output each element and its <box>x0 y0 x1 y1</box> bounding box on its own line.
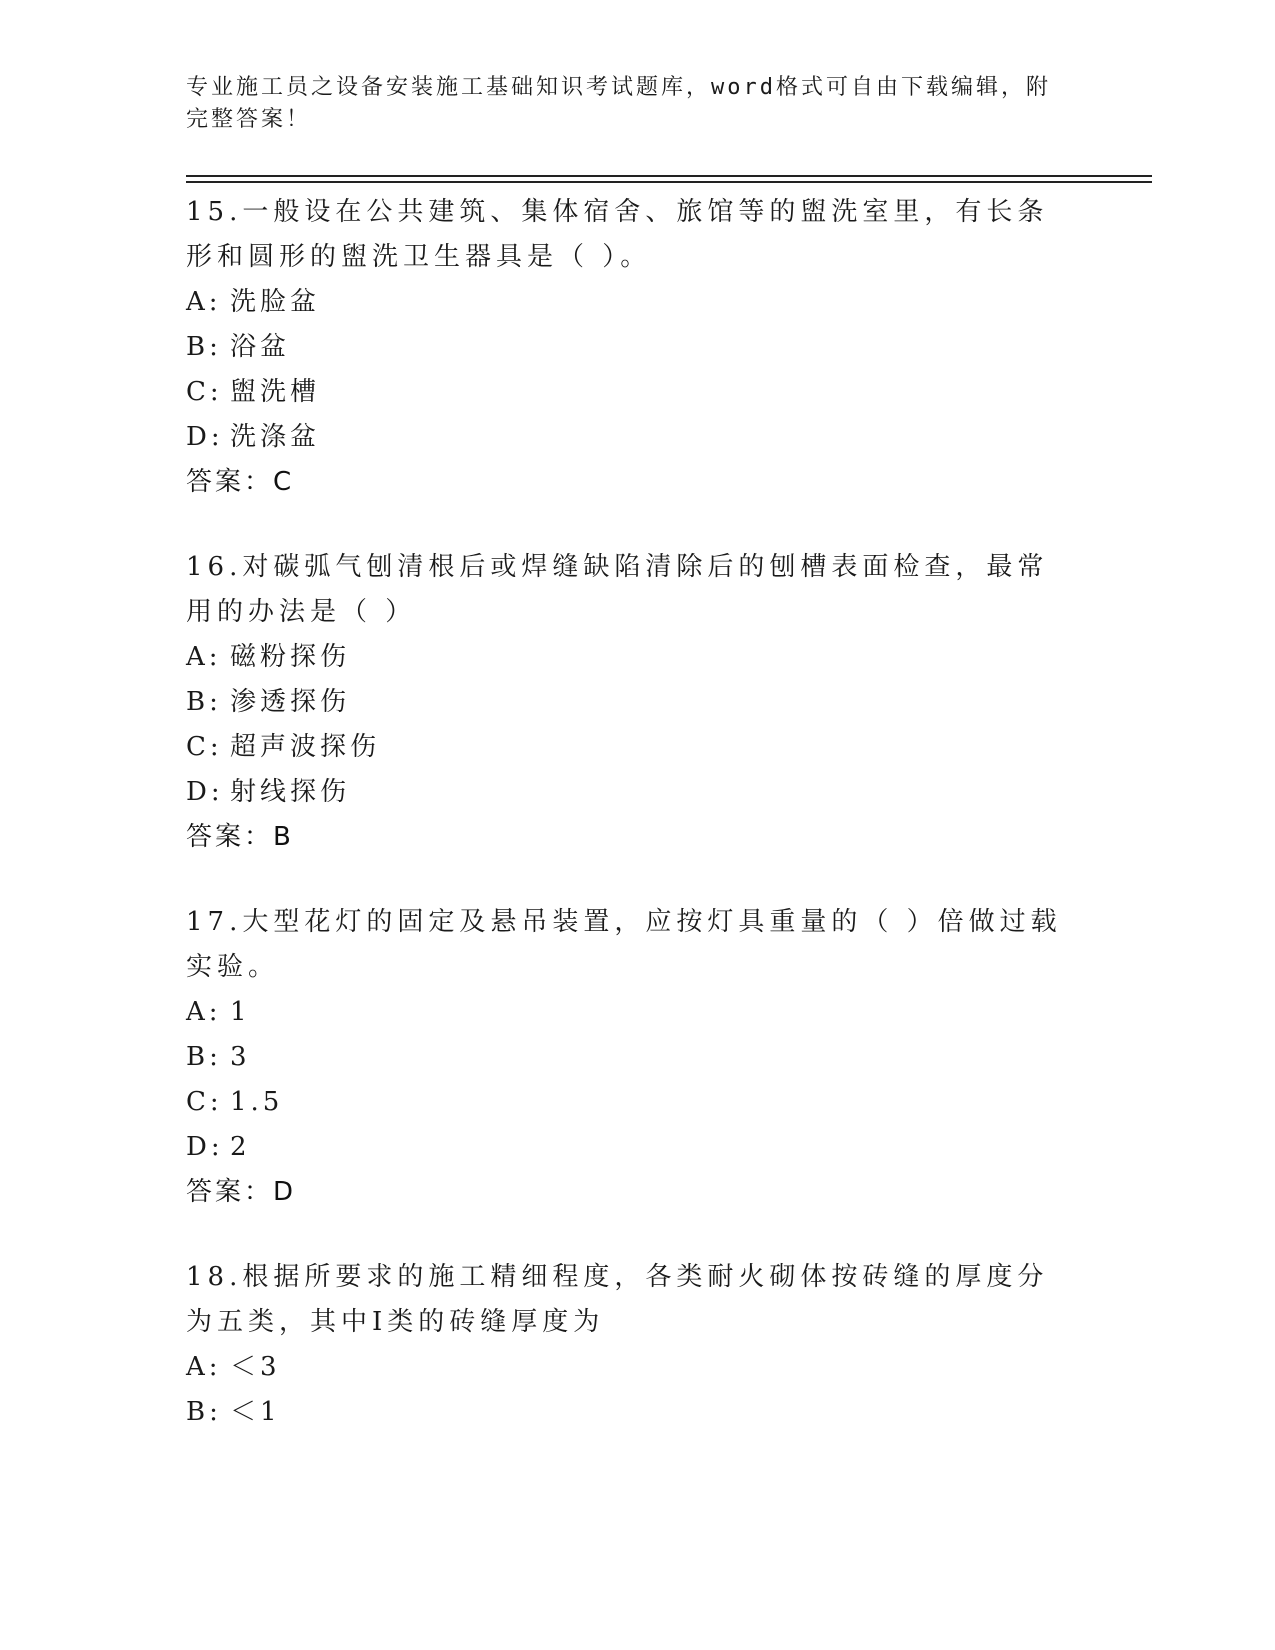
option-b <box>186 325 1086 370</box>
option-letter: D: <box>186 422 224 452</box>
question-stem: 18.根据所要求的施工精细程度，各类耐火砌体按砖缝的厚度分为五类，其中Ⅰ类的砖缝厚度为 <box>186 1262 1049 1337</box>
option-b <box>186 1035 1086 1080</box>
option-text: 渗透探伤 <box>230 687 351 717</box>
option-a <box>186 280 1086 325</box>
option-text: 2 <box>230 1132 251 1162</box>
option-list <box>186 990 1086 1170</box>
option-text: 超声波探伤 <box>230 732 381 762</box>
option-letter: B: <box>186 687 222 717</box>
question-list <box>186 190 1086 1475</box>
answer-label: 答案：B <box>186 822 294 852</box>
option-d <box>186 415 1086 460</box>
option-text: 磁粉探伤 <box>230 642 351 672</box>
option-letter: A: <box>186 997 222 1027</box>
option-b <box>186 1390 1086 1435</box>
answer-label: 答案：C <box>186 467 295 497</box>
option-c <box>186 1080 1086 1125</box>
option-letter: A: <box>186 287 222 317</box>
option-text: ＜3 <box>230 1352 281 1382</box>
question-16 <box>186 545 1086 860</box>
option-letter: B: <box>186 1042 222 1072</box>
option-a <box>186 1345 1086 1390</box>
option-d <box>186 1125 1086 1170</box>
question-stem: 17.大型花灯的固定及悬吊装置，应按灯具重量的（ ）倍做过载实验。 <box>186 907 1062 982</box>
question-stem: 16.对碳弧气刨清根后或焊缝缺陷清除后的刨槽表面检查，最常用的办法是（ ） <box>186 552 1049 627</box>
option-text: 洗脸盆 <box>230 287 321 317</box>
option-a <box>186 635 1086 680</box>
option-text: 1 <box>230 997 251 1027</box>
option-text: 3 <box>230 1042 251 1072</box>
option-letter: C: <box>186 377 223 407</box>
option-a <box>186 990 1086 1035</box>
option-text: 洗涤盆 <box>230 422 321 452</box>
option-letter: C: <box>186 732 223 762</box>
option-list <box>186 280 1086 460</box>
option-letter: D: <box>186 1132 224 1162</box>
option-letter: B: <box>186 1397 222 1427</box>
option-text: 盥洗槽 <box>230 377 321 407</box>
question-17 <box>186 900 1086 1215</box>
option-b <box>186 680 1086 725</box>
document-header: 专业施工员之设备安装施工基础知识考试题库，word格式可自由下载编辑，附完整答案！ <box>186 75 1051 132</box>
option-list <box>186 1345 1086 1435</box>
option-letter: B: <box>186 332 222 362</box>
question-stem: 15.一般设在公共建筑、集体宿舍、旅馆等的盥洗室里，有长条形和圆形的盥洗卫生器具是（ ）。 <box>186 197 1049 272</box>
question-15 <box>186 190 1086 505</box>
option-letter: A: <box>186 642 222 672</box>
answer-label: 答案：D <box>186 1177 297 1207</box>
option-text: ＜1 <box>230 1397 281 1427</box>
option-c <box>186 725 1086 770</box>
option-text: 1.5 <box>230 1087 284 1117</box>
option-letter: C: <box>186 1087 223 1117</box>
header-rule-bottom <box>186 181 1152 183</box>
option-c <box>186 370 1086 415</box>
option-d <box>186 770 1086 815</box>
header-rule-top <box>186 175 1152 177</box>
option-list <box>186 635 1086 815</box>
option-text: 射线探伤 <box>230 777 351 807</box>
option-letter: A: <box>186 1352 222 1382</box>
option-letter: D: <box>186 777 224 807</box>
question-18 <box>186 1255 1086 1435</box>
option-text: 浴盆 <box>230 332 291 362</box>
